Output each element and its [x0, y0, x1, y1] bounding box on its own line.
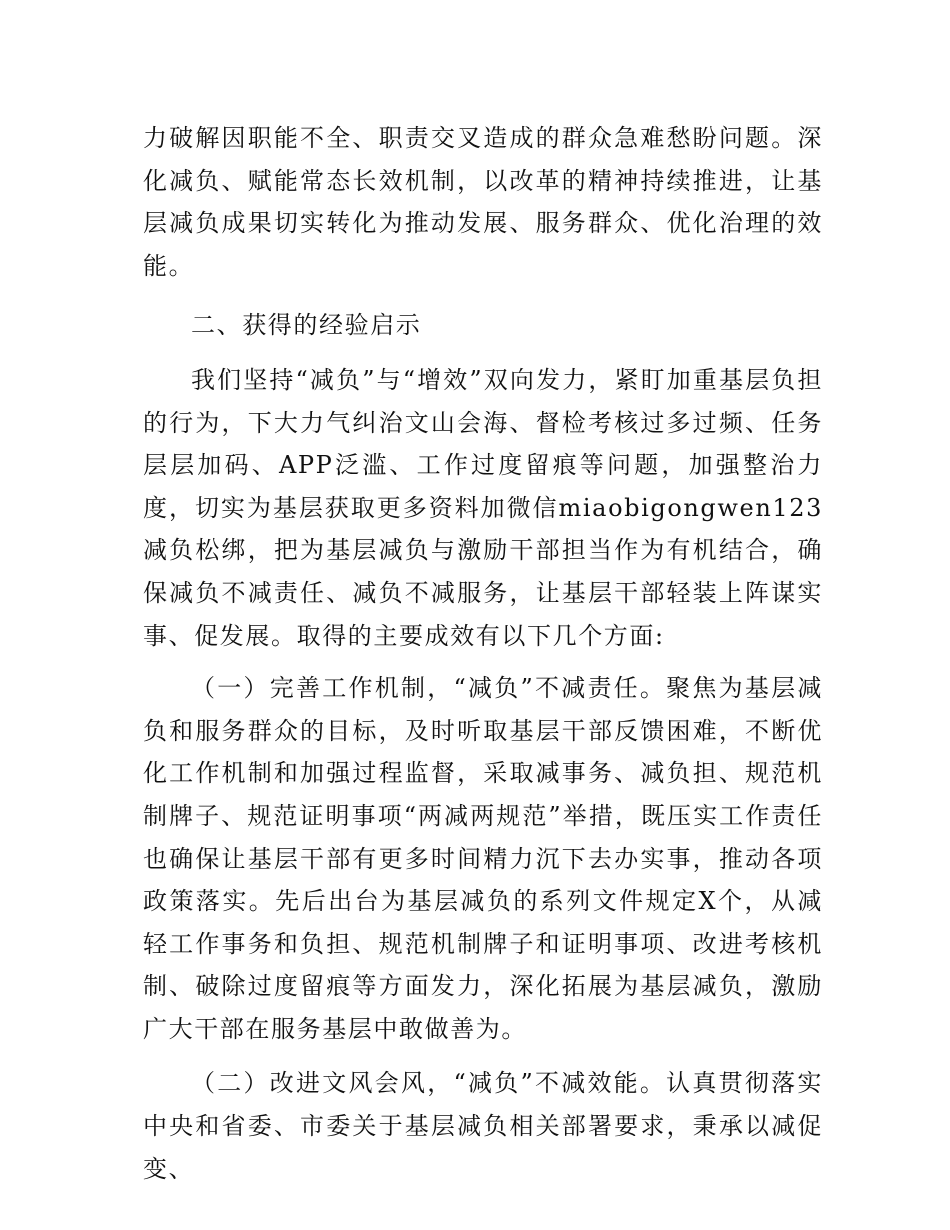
paragraph-subsection-1: （一）完善工作机制，“减负”不减责任。聚焦为基层减负和服务群众的目标，及时听取基层干部反馈困难，不断优化工作机制和加强过程监督，采取减事务、减负担、规范机制牌子、规范证明事项“两减两规范”举措，既压实工作责任也确保让基层干部有更多时间精力沉下去办实事，推动各项政策落实。先后出台为基层减负的系列文件规定X个，从减轻工作事务和负担、规范机制牌子和证明事项、改进考核机制、破除过度留痕等方面发力，深化拓展为基层减负，激励广大干部在服务基层中敢做善为。	[143, 674, 823, 1043]
paragraph-continuation: 力破解因职能不全、职责交叉造成的群众急难愁盼问题。深化减负、赋能常态长效机制，以改革的精神持续推进，让基层减负成果切实转化为推动发展、服务群众、优化治理的效能。	[143, 124, 823, 280]
paragraph-subsection-2: （二）改进文风会风，“减负”不减效能。认真贯彻落实中央和省委、市委关于基层减负相关部署要求，秉承以减促变、	[143, 1069, 823, 1183]
document-body	[143, 117, 823, 1190]
paragraph-intro: 我们坚持“减负”与“增效”双向发力，紧盯加重基层负担的行为，下大力气纠治文山会海、督检考核过多过频、任务层层加码、APP泛滥、工作过度留痕等问题，加强整治力度，切实为基层获取更多资料加微信miaobigongwen123减负松绑，把为基层减负与激励干部担当作为有机结合，确保减负不减责任、减负不减服务，让基层干部轻装上阵谋实事、促发展。取得的主要成效有以下几个方面:	[143, 365, 823, 650]
section-heading: 二、获得的经验启示	[191, 311, 422, 340]
